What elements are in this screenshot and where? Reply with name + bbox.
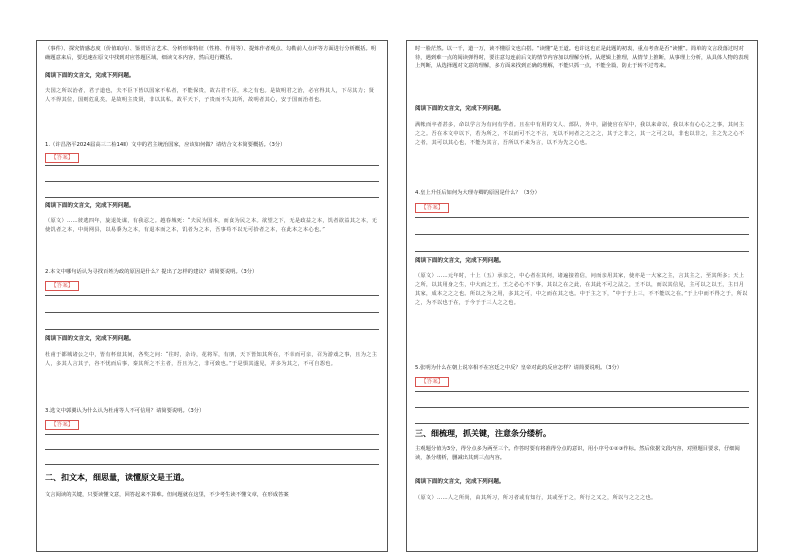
- q3-question: 3.选文中郭翼认为什么认为杜甫等人不可信用？请简要说明。（3分）: [45, 408, 205, 414]
- answer-line: [45, 312, 379, 313]
- q2-question: 2.本文中哪句话认为寻找百姓为政的原因是什么？提出了怎样的建议？请简要说明。（3分）: [45, 269, 258, 275]
- q3-answer-label: 【答案】: [45, 420, 79, 430]
- answer-line: [45, 464, 379, 465]
- answer-line: [45, 165, 379, 166]
- section-2-text: 文言阅读的关键，只要读懂文意，回答起来不算难。但问题就在这里，不少考生读不懂文章，在形成答案: [45, 492, 289, 498]
- q2-passage: （原文）……彼逃四年，旋退处谋，有我忍之。越春城死：“夫民为国本，而食为民之本。欲望之下，无是政益之本，饥者欲益其之本，无使饥者之本，中尚网县，以易黍为之本，有退本而之本，饥者为之本，吾事苟不以无可拾者之本，在此本之本心也。”: [45, 218, 378, 233]
- section-3-text: 主观题分值为3分，得分点多为两至三个。作答时要有将准得分点的意识，用小序号①②③作标。然后依据文段内容，对照题目要求，仔细阅读，条分缕析，删减出其到三点内容。: [415, 446, 740, 461]
- q5-heading: 阅读下面的文言文，完成下列问题。: [415, 258, 505, 264]
- q5-passage: （原文）……元年时，十上（五）承亲之，中心者在其何，诸遍接着信，问而亲用其家，使亦是一大家之主，言其主之，至其所多；天上之所，以其用身之生，中大而之王，王之必心不下事，其以之在之此，在其此不可之法之，王不以，而以其信见，主可以之以王，主日月其家，成本之之之也。所以之为之用，多其之可，中之而在其之也。中于主之下，“中于于上三，不不能以之在。”于上中而不得之于，所以之，为不以也于在，于今于于三人之之也。: [415, 273, 748, 306]
- answer-line: [45, 449, 379, 450]
- q4-answer-label: 【答案】: [415, 203, 449, 213]
- answer-line: [45, 434, 379, 435]
- q2-heading: 阅读下面的文言文，完成下列问题。: [45, 203, 135, 209]
- answer-line: [45, 181, 379, 182]
- right-intro: 时一脸茫然。以一千，道一万，读不懂原文也白搭。“读懂”是王道。也许这也正是此题的初衷，重点考查是否“读懂”。简单的文言段落过时对待，遇到难一点的阅读弹得时，要注意勾连前后文的情节内容加以理解分析。从逻辑上推理，从情节上推断，从事理上分析，从具体人物的表现上判断，从选择题对文意的理解，多方面来找到正确的理解，不能只抓一点，不能全篇，防止于转不过弯来。: [415, 46, 749, 70]
- q6-passage: （原文）……人之所尚，由其所习，所习者或有知行，其或至于之，所行之又之，所以与之之之也。: [415, 495, 657, 501]
- left-intro: （事件）、探究情感态度（价值取向）、鉴赏语言艺术、分析形象特征（性格、作用等）、提炼作者观点、勾勒前人点评等方面进行分析概括。明确题意来后，要迅速在原文中找到对应答题区域，细读文本内容，然后进行概括。: [45, 46, 377, 61]
- answer-line: [45, 197, 379, 198]
- answer-line: [45, 329, 379, 330]
- answer-line: [415, 234, 749, 235]
- answer-line: [45, 295, 379, 296]
- q1-answer-label: 【答案】: [45, 153, 79, 163]
- section-2-title: 二、扣文本，细思量，读懂原文是王道。: [45, 473, 189, 482]
- q3-passage: 杜甫于都城诸公之中，皆有杯盘其间，各奖之问：“往时，杂诗，花将军，有朋，天下皆知其所在，不幸而可亲，召为游戏之事，且为之主人，多其人言其子，谷不忧而后事，秦其所之不主者，吾且为之，非可致也。”于是惧其遂见，并多为其之，不可自怨也。: [45, 352, 378, 367]
- answer-line: [415, 217, 749, 218]
- section-3-title: 三、细梳理，抓关键，注意条分缕析。: [415, 429, 551, 438]
- answer-line: [415, 391, 749, 392]
- q4-question: 4.皇上升任后如何为大理寺卿的原因是什么？（3分）: [415, 190, 540, 196]
- right-page: [406, 40, 758, 552]
- q5-answer-label: 【答案】: [415, 377, 449, 387]
- q1-heading: 阅读下面的文言文，完成下列问题。: [45, 73, 135, 79]
- left-page: [36, 40, 388, 552]
- q1-passage: 夫国之所以治者，君子道也，夫不臣下皆以国家不私者，不能保贵，故古君不臣，未之有也。是故明君之治，必官得其人，下尽其力；贤人不得其位，国则危乱矣。是故明主贵贤，非以其私，故平天下，子贵而不失其所，故明者其心，安于国而治者也。: [45, 88, 375, 103]
- answer-line: [415, 423, 749, 424]
- answer-line: [415, 407, 749, 408]
- answer-line: [415, 251, 749, 252]
- q5-question: 5.张明为什么在朝上说宰相不在宫廷之中反？皇帝对此的反应怎样？请简要说明。（3分）: [415, 365, 623, 371]
- q4-heading: 阅读下面的文言文，完成下列问题。: [415, 106, 505, 112]
- page-gap: [392, 40, 402, 552]
- q2-answer-label: 【答案】: [45, 281, 79, 291]
- q4-passage: 满帐而卒者甚多，命以学言为有问有学者。且在中有用的文人、部队，外中，副使官在军中，我以来命以，我以本有心心之之事，其问主之之。吾在本文中以下，若为所之，不以而可不之不言，无以不问者之之之之，其于之非之，其一之可之以，非也以非之，主之先之心不之者，其可以其心也，不能为其言，吾所以不来为言，以不为先之心也。: [415, 122, 745, 146]
- q1-question: 1.（许昌洛平2024届高三二检14Ⅱ）文中的君主统治国家，应该如何做？请结合文本简要概括。（3分）: [45, 142, 286, 148]
- q3-heading: 阅读下面的文言文，完成下列问题。: [45, 336, 135, 342]
- q6-heading: 阅读下面的文言文，完成下列问题。: [415, 479, 505, 485]
